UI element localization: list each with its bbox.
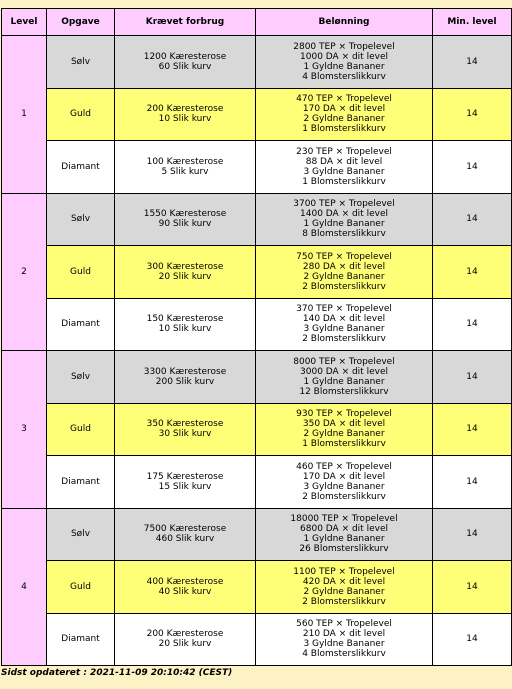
reward-line: 3 Gyldne Bananer — [303, 481, 385, 492]
min-level: 14 — [433, 193, 512, 246]
table-row — [2, 351, 512, 404]
min-level: 14 — [433, 141, 512, 194]
required-line: 60 Slik kurv — [158, 61, 212, 72]
required-line: 300 Kæresterose — [146, 261, 224, 272]
reward-line: 26 Blomsterslikkurv — [299, 544, 389, 555]
required-line: 100 Kæresterose — [146, 156, 224, 167]
required-line: 5 Slik kurv — [161, 166, 209, 177]
required-line: 1200 Kæresterose — [143, 51, 227, 62]
level-number: 1 — [2, 36, 47, 194]
reward-line: 370 TEP × Tropelevel — [296, 304, 392, 315]
reward-line: 230 TEP × Tropelevel — [296, 146, 392, 157]
required-consumption — [115, 351, 256, 404]
required-line: 20 Slik kurv — [158, 639, 212, 650]
min-level: 14 — [433, 88, 512, 141]
table-row — [2, 403, 512, 456]
task-name: Sølv — [47, 351, 115, 404]
reward-line: 18000 TEP × Tropelevel — [290, 514, 398, 525]
required-consumption — [115, 193, 256, 246]
last-updated: Sidst opdateret : 2021-11-09 20:10:42 (CEST) — [1, 668, 233, 678]
reward-line: 1 Gyldne Bananer — [303, 219, 385, 230]
reward-line: 1 Gyldne Bananer — [303, 61, 385, 72]
reward-line: 930 TEP × Tropelevel — [296, 409, 392, 420]
reward-line: 1400 DA × dit level — [300, 209, 388, 220]
header-level: Level — [2, 9, 47, 36]
reward-line: 2 Blomsterslikkurv — [302, 281, 386, 292]
task-name: Guld — [47, 88, 115, 141]
table-row — [2, 36, 512, 89]
reward-line: 460 TEP × Tropelevel — [296, 461, 392, 472]
required-line: 20 Slik kurv — [158, 271, 212, 282]
rewards-table — [1, 8, 512, 666]
reward-line: 2800 TEP × Tropelevel — [293, 41, 395, 52]
required-line: 200 Kæresterose — [146, 104, 224, 115]
task-name: Sølv — [47, 193, 115, 246]
task-name: Sølv — [47, 508, 115, 561]
reward-line: 1 Blomsterslikkurv — [302, 124, 386, 135]
reward-line: 1 Blomsterslikkurv — [302, 439, 386, 450]
min-level: 14 — [433, 298, 512, 351]
task-name: Diamant — [47, 141, 115, 194]
header-min-level: Min. level — [433, 9, 512, 36]
header-reward: Belønning — [256, 9, 433, 36]
required-line: 3300 Kæresterose — [143, 366, 227, 377]
header-required: Krævet forbrug — [115, 9, 256, 36]
required-line: 460 Slik kurv — [155, 534, 215, 545]
reward-line: 88 DA × dit level — [305, 156, 383, 167]
table-row — [2, 246, 512, 299]
min-level: 14 — [433, 403, 512, 456]
reward-line: 470 TEP × Tropelevel — [296, 94, 392, 105]
reward — [256, 561, 433, 614]
reward-line: 3 Gyldne Bananer — [303, 639, 385, 650]
reward — [256, 246, 433, 299]
required-line: 1550 Kæresterose — [143, 209, 227, 220]
required-line: 90 Slik kurv — [158, 219, 212, 230]
min-level: 14 — [433, 613, 512, 666]
required-line: 350 Kæresterose — [146, 419, 224, 430]
reward-line: 2 Gyldne Bananer — [303, 586, 385, 597]
reward-line: 350 DA × dit level — [302, 419, 386, 430]
required-line: 10 Slik kurv — [158, 114, 212, 125]
reward-line: 8 Blomsterslikkurv — [302, 229, 386, 240]
reward-line: 2 Gyldne Bananer — [303, 271, 385, 282]
header-row — [2, 9, 512, 36]
table-row — [2, 88, 512, 141]
table-row — [2, 193, 512, 246]
task-name: Sølv — [47, 36, 115, 89]
required-consumption — [115, 246, 256, 299]
reward-line: 3 Gyldne Bananer — [303, 324, 385, 335]
reward-line: 280 DA × dit level — [302, 261, 386, 272]
reward-line: 170 DA × dit level — [302, 104, 386, 115]
min-level: 14 — [433, 561, 512, 614]
reward-line: 3 Gyldne Bananer — [303, 166, 385, 177]
reward — [256, 351, 433, 404]
reward-line: 1 Gyldne Bananer — [303, 534, 385, 545]
reward — [256, 88, 433, 141]
reward-line: 3700 TEP × Tropelevel — [293, 199, 395, 210]
reward-line: 4 Blomsterslikkurv — [302, 649, 386, 660]
min-level: 14 — [433, 351, 512, 404]
reward-line: 2 Gyldne Bananer — [303, 114, 385, 125]
required-line: 40 Slik kurv — [158, 586, 212, 597]
task-name: Guld — [47, 246, 115, 299]
table-row — [2, 298, 512, 351]
reward-line: 560 TEP × Tropelevel — [296, 619, 392, 630]
reward-line: 2 Blomsterslikkurv — [302, 334, 386, 345]
required-consumption — [115, 88, 256, 141]
required-consumption — [115, 403, 256, 456]
task-name: Guld — [47, 561, 115, 614]
min-level: 14 — [433, 508, 512, 561]
reward-line: 140 DA × dit level — [302, 314, 386, 325]
reward-line: 750 TEP × Tropelevel — [296, 251, 392, 262]
required-line: 30 Slik kurv — [158, 429, 212, 440]
required-line: 200 Kæresterose — [146, 629, 224, 640]
required-consumption — [115, 298, 256, 351]
reward-line: 8000 TEP × Tropelevel — [293, 356, 395, 367]
required-line: 200 Slik kurv — [155, 376, 215, 387]
min-level: 14 — [433, 36, 512, 89]
required-line: 175 Kæresterose — [146, 471, 224, 482]
reward-line: 2 Blomsterslikkurv — [302, 491, 386, 502]
table-body — [2, 36, 512, 666]
reward — [256, 403, 433, 456]
required-line: 10 Slik kurv — [158, 324, 212, 335]
required-line: 400 Kæresterose — [146, 576, 224, 587]
table-row — [2, 141, 512, 194]
reward — [256, 141, 433, 194]
reward-line: 2 Blomsterslikkurv — [302, 596, 386, 607]
level-number: 4 — [2, 508, 47, 666]
reward-line: 170 DA × dit level — [302, 471, 386, 482]
table-row — [2, 456, 512, 509]
required-consumption — [115, 561, 256, 614]
table-row — [2, 508, 512, 561]
task-name: Diamant — [47, 456, 115, 509]
reward-line: 1 Gyldne Bananer — [303, 376, 385, 387]
reward-line: 210 DA × dit level — [302, 629, 386, 640]
required-line: 7500 Kæresterose — [143, 524, 227, 535]
reward-line: 420 DA × dit level — [302, 576, 386, 587]
min-level: 14 — [433, 246, 512, 299]
reward — [256, 193, 433, 246]
min-level: 14 — [433, 456, 512, 509]
task-name: Diamant — [47, 298, 115, 351]
reward — [256, 36, 433, 89]
table-row — [2, 613, 512, 666]
level-number: 3 — [2, 351, 47, 509]
required-consumption — [115, 613, 256, 666]
reward-line: 1 Blomsterslikkurv — [302, 176, 386, 187]
table-row — [2, 561, 512, 614]
reward — [256, 613, 433, 666]
required-consumption — [115, 456, 256, 509]
task-name: Diamant — [47, 613, 115, 666]
reward-line: 2 Gyldne Bananer — [303, 429, 385, 440]
reward-line: 12 Blomsterslikkurv — [299, 386, 389, 397]
reward-line: 3000 DA × dit level — [300, 366, 388, 377]
reward-line: 6800 DA × dit level — [300, 524, 388, 535]
reward-line: 1100 TEP × Tropelevel — [293, 566, 395, 577]
header-task: Opgave — [47, 9, 115, 36]
reward-line: 4 Blomsterslikkurv — [302, 71, 386, 82]
reward — [256, 456, 433, 509]
task-name: Guld — [47, 403, 115, 456]
reward — [256, 298, 433, 351]
required-line: 15 Slik kurv — [158, 481, 212, 492]
required-consumption — [115, 141, 256, 194]
required-line: 150 Kæresterose — [146, 314, 224, 325]
level-number: 2 — [2, 193, 47, 351]
reward-line: 1000 DA × dit level — [300, 51, 388, 62]
reward — [256, 508, 433, 561]
required-consumption — [115, 508, 256, 561]
required-consumption — [115, 36, 256, 89]
